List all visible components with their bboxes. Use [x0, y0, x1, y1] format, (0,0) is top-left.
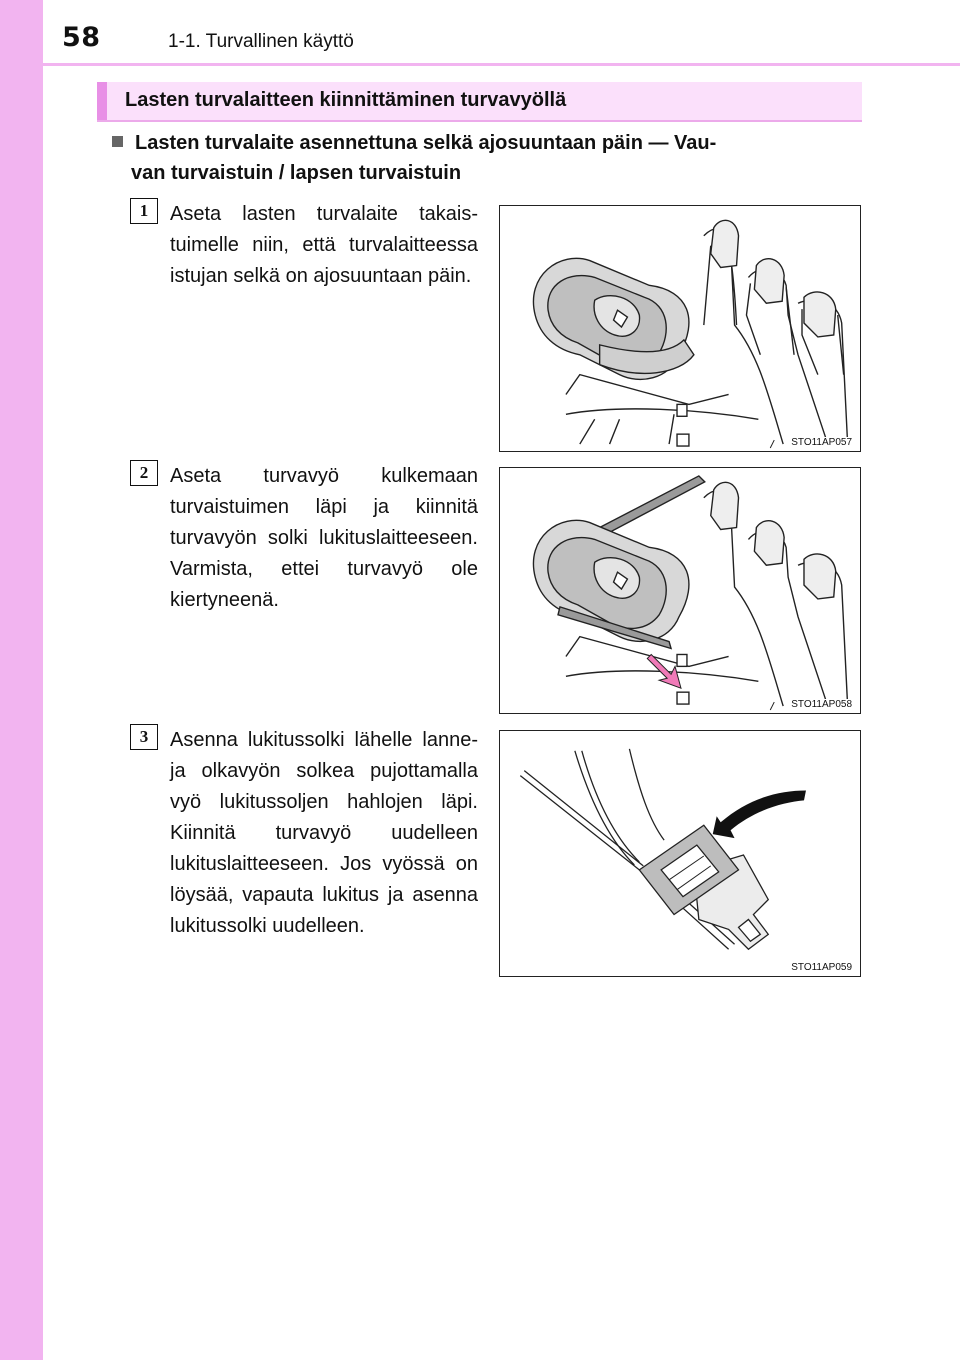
header-divider — [43, 63, 960, 66]
subsection-heading — [112, 128, 862, 188]
step-number-1: 1 — [130, 198, 158, 224]
section-underline — [97, 120, 862, 122]
step-text-1: Aseta lasten turvalaite takaistuimelle niin, että turvalaitteessa istujan selkä on ajosuuntaan päin. — [170, 203, 478, 287]
figure-step-1 — [499, 205, 861, 452]
section-heading-box — [97, 82, 862, 120]
subsection-heading-line1: Lasten turvalaite asennettuna selkä ajosuuntaan päin — Vau- — [135, 132, 717, 154]
chapter-title: 1-1. Turvallinen käyttö — [168, 31, 354, 52]
child-seat-on-rear-seat-illustration — [500, 206, 860, 451]
figure-step-2 — [499, 467, 861, 714]
subsection-heading-line2: van turvaistuin / lapsen turvaistuin — [131, 162, 462, 184]
locking-clip-illustration — [500, 731, 860, 976]
side-tab-bar — [0, 0, 43, 1360]
step-number-2: 2 — [130, 460, 158, 486]
section-title: Lasten turvalaitteen kiinnittäminen turvavyöllä — [125, 89, 567, 111]
step-number-3: 3 — [130, 724, 158, 750]
page-number: 58 — [62, 22, 101, 53]
figure-code-2: STO11AP058 — [791, 699, 852, 710]
figure-code-1: STO11AP057 — [791, 437, 852, 448]
seat-belt-routing-illustration — [500, 468, 860, 713]
figure-step-3 — [499, 730, 861, 977]
square-bullet-icon — [112, 136, 123, 147]
figure-code-3: STO11AP059 — [791, 962, 852, 973]
step-text-3: Asenna lukitussolki lähelle lanne- ja olkavyön solkea pujottamalla vyö lukitussoljen hahlojen läpi. Kiinnitä turvavyö uudelleen lukituslaitteeseen. Jos vyössä on löysää, vapauta lukitus ja asenna lukitussolki uudelleen. — [170, 729, 478, 937]
step-text-2: Aseta turvavyö kulkemaan turvaistuimen läpi ja kiinnitä turvavyön solki lukituslaitteeseen. Varmista, ettei turvavyö ole kiertyneenä. — [170, 465, 478, 611]
